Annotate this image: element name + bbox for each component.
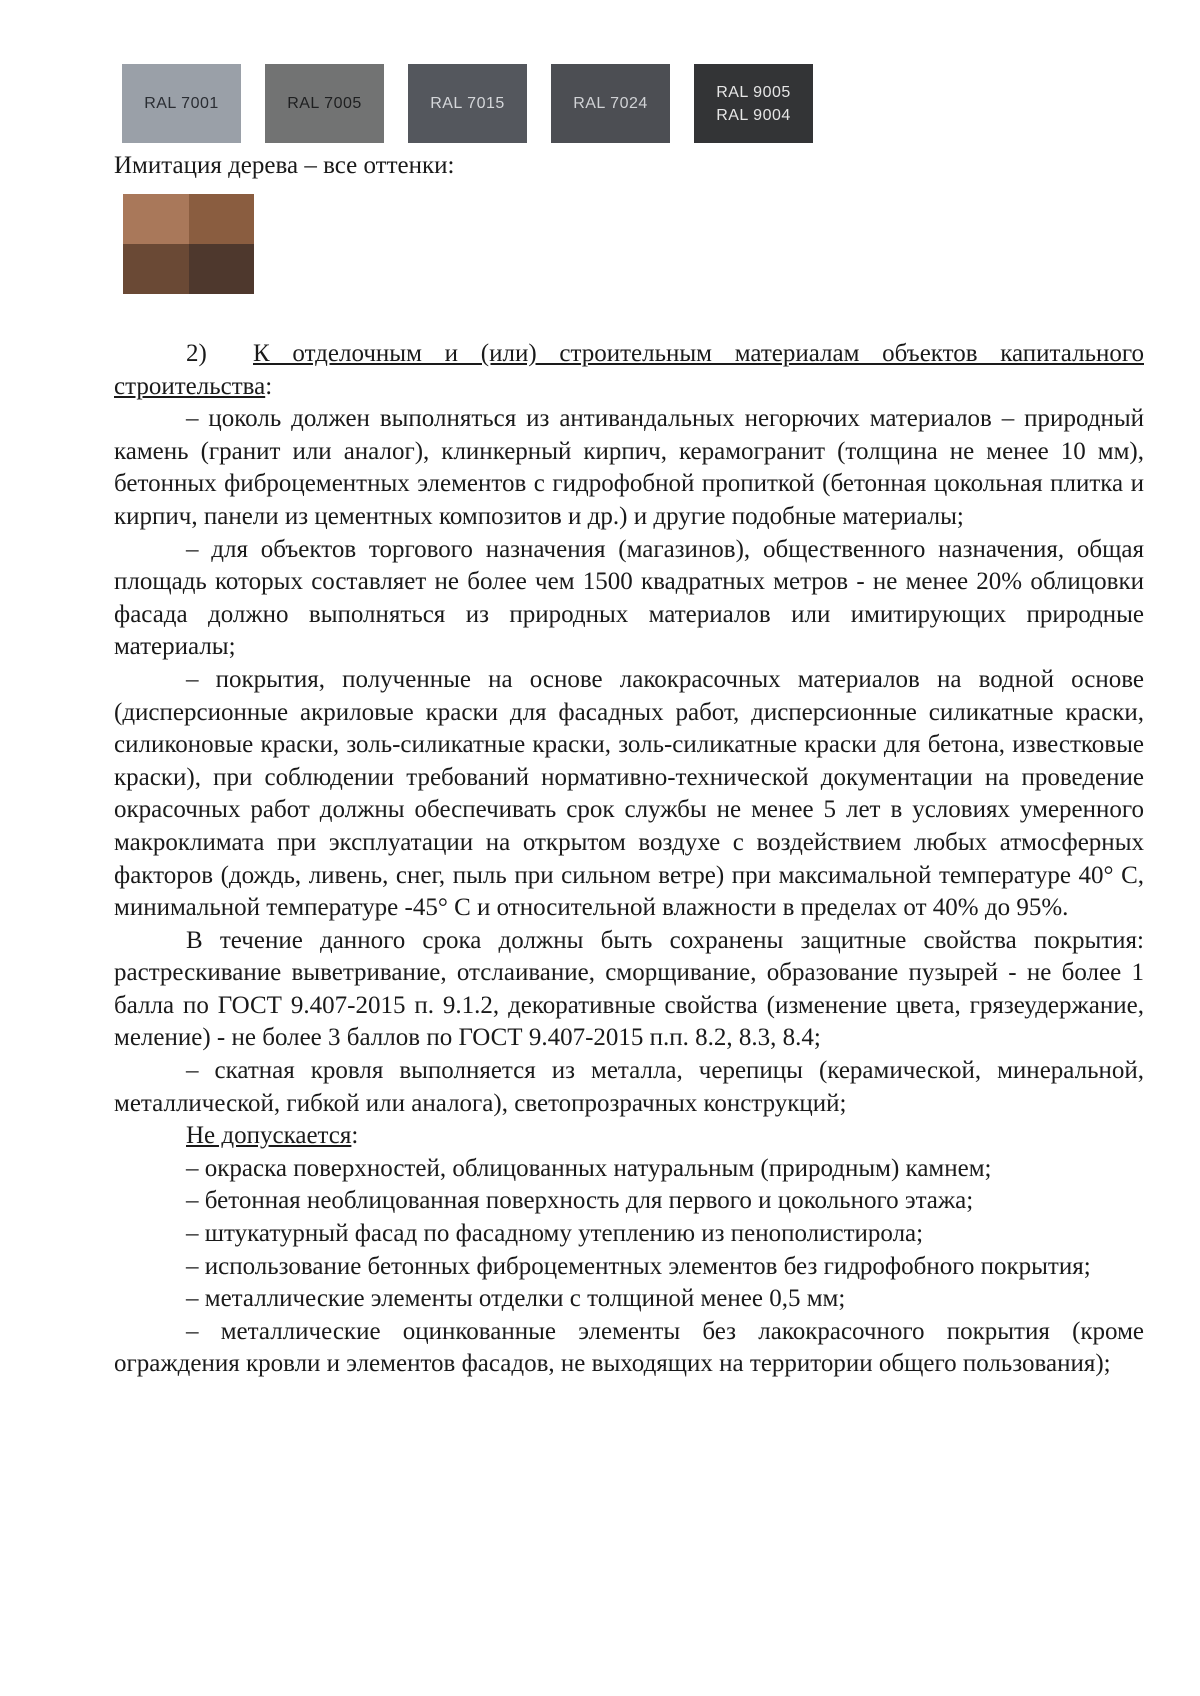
paragraph-commercial: – для объектов торгового назначения (магазинов), общественного назначения, общая площадь которых составляет не более чем 1500 квадратных метров - не менее 20% облицовки фасада должно выполняться из природных материалов или имитирующих природные материалы;: [114, 535, 1144, 661]
not-allowed-label: Не допускается: [186, 1122, 352, 1150]
not-allowed-item: – бетонная необлицованная поверхность для первого и цокольного этажа;: [186, 1187, 974, 1215]
not-allowed-item: – окраска поверхностей, облицованных натуральным (природным) камнем;: [186, 1154, 992, 1182]
paragraph-plinth: – цоколь должен выполняться из антивандальных негорючих материалов – природный камень (гранит или аналог), клинкерный кирпич, керамогранит (толщина не менее 10 мм), бетонных фиброцементных элементов с гидрофобной пропиткой (бетонная цокольная плитка и кирпич, панели из цементных композитов и др.) и другие подобные материалы;: [114, 405, 1144, 530]
ral-swatch-9005-9004: [694, 64, 813, 143]
paragraph-service-life: В течение данного срока должны быть сохранены защитные свойства покрытия: растрескивание выветривание, отслаивание, сморщивание, образование пузырей - не более 1 балла по ГОСТ 9.407-2015 п. 9.1.2, декоративные свойства (изменение цвета, грязеудержание, меление) - не более 3 баллов по ГОСТ 9.407-2015 п.п. 8.2, 8.3, 8.4;: [114, 926, 1144, 1052]
section-heading: 2) К отделочным и (или) строительным материалам объектов капитального строительства:: [114, 340, 1144, 400]
not-allowed-item: – штукатурный фасад по фасадному утеплению из пенополистирола;: [186, 1220, 924, 1248]
swatch-label: RAL 9005: [716, 83, 791, 101]
ral-swatch-7024: [551, 64, 670, 143]
not-allowed-item: – металлические оцинкованные элементы без лакокрасочного покрытия (кроме ограждения кровли и элементов фасадов, не выходящих на территории общего пользования);: [114, 1317, 1144, 1378]
swatch-label: RAL 7005: [287, 95, 362, 112]
ral-swatch-row: [122, 64, 837, 143]
wood-shade-2: [189, 194, 255, 244]
ral-swatch-7005: [265, 64, 384, 143]
ral-swatch-7001: [122, 64, 241, 143]
not-allowed-item: – использование бетонных фиброцементных элементов без гидрофобного покрытия;: [186, 1252, 1091, 1280]
swatch-label: RAL 7001: [144, 95, 219, 112]
ral-swatch-7015: [408, 64, 527, 143]
swatch-label: RAL 7015: [430, 95, 505, 112]
swatch-label: RAL 7024: [573, 95, 648, 112]
wood-imitation-caption: Имитация дерева – все оттенки:: [114, 152, 455, 179]
paragraph-roof: – скатная кровля выполняется из металла, черепицы (керамической, минеральной, металлической, гибкой или аналога), светопрозрачных конструкций;: [114, 1057, 1144, 1117]
document-body: [114, 338, 1144, 1381]
wood-shade-3: [123, 244, 189, 294]
not-allowed-item: – металлические элементы отделки с толщиной менее 0,5 мм;: [186, 1285, 846, 1313]
section-number: 2): [186, 340, 207, 367]
section-title: К отделочным и (или) строительным материалам объектов капитального строительства: [114, 340, 1144, 400]
paragraph-coatings: – покрытия, полученные на основе лакокрасочных материалов на водной основе (дисперсионные акриловые краски для фасадных работ, дисперсионные силикатные краски, силиконовые краски, золь-силикатные краски, золь-силикатные краски для бетона, известковые краски), при соблюдении требований нормативно-технической документации на проведение окрасочных работ должны обеспечивать срок службы не менее 5 лет в условиях умеренного макроклимата при эксплуатации на открытом воздухе с воздействием любых атмосферных факторов (дождь, ливень, снег, пыль при сильном ветре) при максимальной температуре 40° С, минимальной температуре -45° С и относительной влажности в пределах от 40% до 95%.: [114, 665, 1144, 922]
not-allowed-heading: Не допускается:: [186, 1122, 359, 1150]
swatch-label: RAL 9004: [716, 106, 791, 124]
wood-shade-1: [123, 194, 189, 244]
wood-shade-4: [189, 244, 255, 294]
wood-color-swatch: [123, 194, 254, 294]
